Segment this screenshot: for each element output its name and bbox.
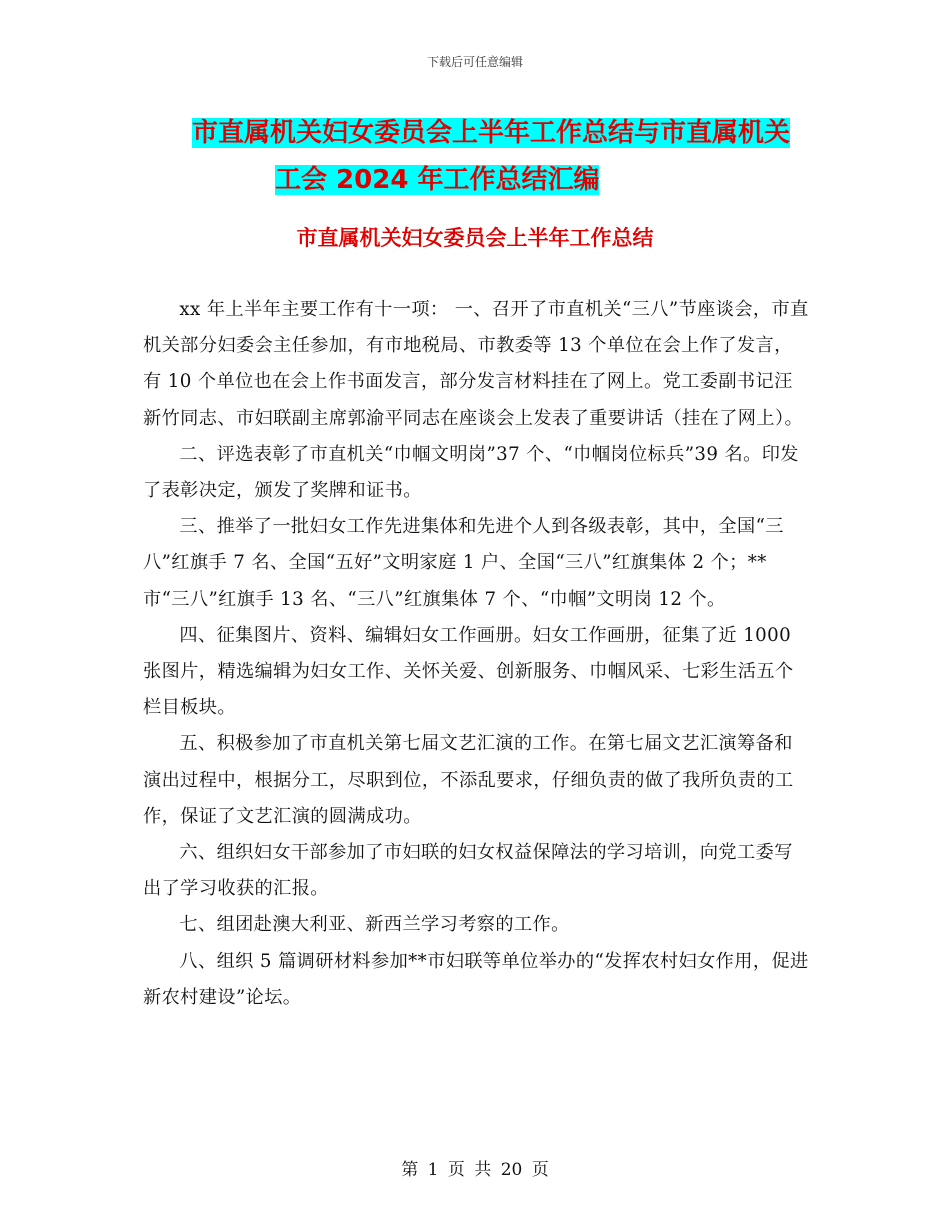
paragraph: 三、推举了一批妇女工作先进集体和先进个人到各级表彰，其中，全国“三八”红旗手 7 名、全国“五好”文明家庭 1 户、全国“三八”红旗集体 2 个；**市“三八”红旗手 13 名、“三八”红旗集体 7 个、“巾帼”文明岗 12 个。: [143, 516, 784, 610]
paragraph: 八、组织 5 篇调研材料参加**市妇联等单位举办的“发挥农村妇女作用，促进新农村建设”论坛。: [143, 950, 809, 1008]
paragraph: 二、评选表彰了市直机关“巾帼文明岗”37 个、“巾帼岗位标兵”39 名。印发了表彰决定，颁发了奖牌和证书。: [143, 443, 799, 502]
paragraph: 五、积极参加了市直机关第七届文艺汇演的工作。在第七届文艺汇演筹备和演出过程中，根据分工，尽职到位，不添乱要求，仔细负责的做了我所负责的工作，保证了文艺汇演的圆满成功。: [143, 733, 794, 827]
document-body: [143, 292, 811, 1016]
paragraph: 四、征集图片、资料、编辑妇女工作画册。妇女工作画册，征集了近 1000 张图片，精选编辑为妇女工作、关怀关爱、创新服务、巾帼风采、七彩生活五个栏目板块。: [143, 624, 794, 719]
paragraph: 六、组织妇女干部参加了市妇联的妇女权益保障法的学习培训，向党工委写出了学习收获的汇报。: [143, 842, 793, 900]
page-footer: 第 1 页 共 20 页: [401, 1160, 549, 1180]
title-line-1: 市直属机关妇女委员会上半年工作总结与市直属机关: [192, 118, 791, 148]
paragraph: 七、组团赴澳大利亚、新西兰学习考察的工作。: [179, 914, 570, 936]
paragraph: xx 年上半年主要工作有十一项： 一、召开了市直机关“三八”节座谈会，市直机关部分妇委会主任参加，有市地税局、市教委等 13 个单位在会上作了发言，有 10 个单位也在会上作书面发言，部分发言材料挂在了网上。党工委副书记汪新竹同志、市妇联副主席郭渝平同志在座谈会上发表了重要讲话（挂在了网上）。: [143, 299, 809, 429]
section-title: 市直属机关妇女委员会上半年工作总结: [296, 226, 654, 250]
title-line-2: 工会 2024 年工作总结汇编: [275, 165, 600, 195]
header-note: 下载后可任意编辑: [426, 55, 523, 69]
document-title: [140, 110, 820, 204]
